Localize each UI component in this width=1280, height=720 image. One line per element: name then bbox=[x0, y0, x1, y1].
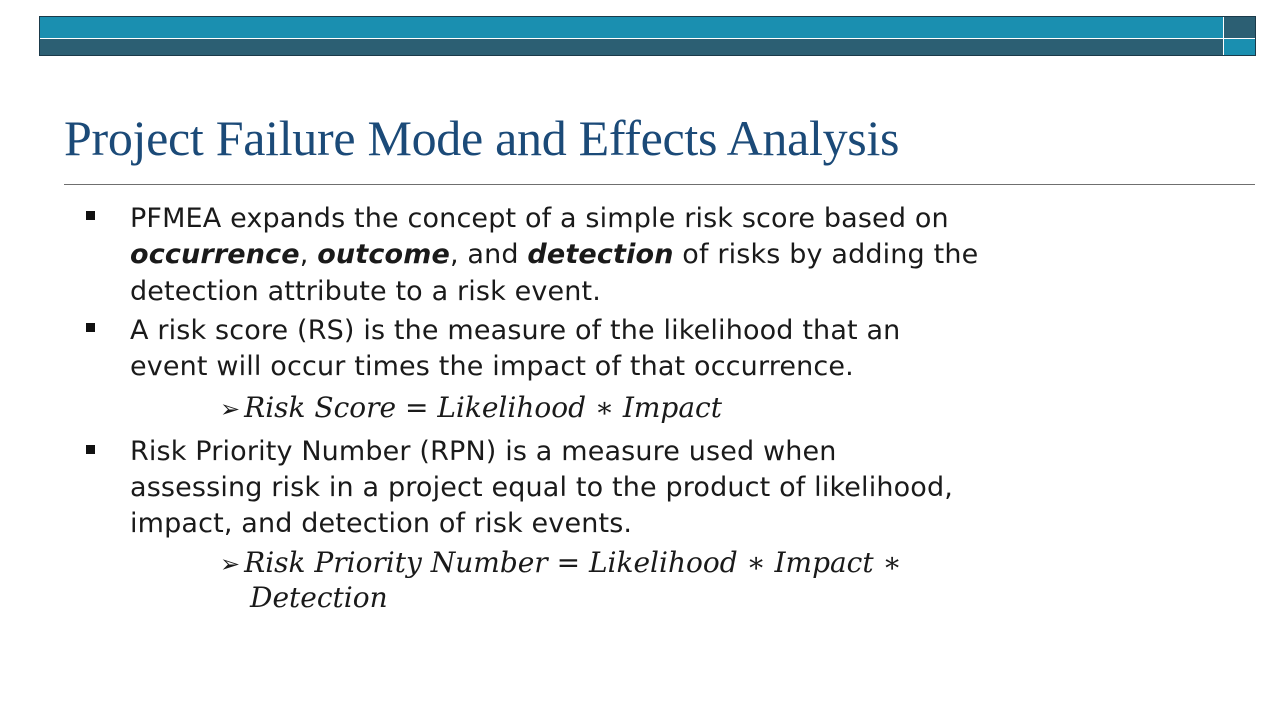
formula-rpn-continuation: Detection bbox=[250, 581, 388, 614]
term-outcome: outcome bbox=[317, 239, 450, 270]
bullet-3-line-3: impact, and detection of risk events. bbox=[130, 508, 633, 539]
formula-text: Risk Score = Likelihood ∗ Impact bbox=[244, 391, 722, 424]
banner-bottom-stripe bbox=[40, 39, 1223, 55]
text-span: , bbox=[299, 239, 318, 270]
banner-vertical-divider bbox=[1223, 17, 1224, 55]
bullet-1-line-1: PFMEA expands the concept of a simple risk score based on bbox=[130, 203, 949, 234]
bullet-1-line-3: detection attribute to a risk event. bbox=[130, 276, 602, 307]
bullet-marker bbox=[86, 445, 95, 454]
bullet-3-line-1: Risk Priority Number (RPN) is a measure used when bbox=[130, 436, 837, 467]
bullet-2-line-1: A risk score (RS) is the measure of the likelihood that an bbox=[130, 315, 901, 346]
formula-text: Risk Priority Number = Likelihood ∗ Impact ∗ bbox=[244, 546, 902, 579]
term-occurrence: occurrence bbox=[130, 239, 300, 270]
banner-corner-square-top bbox=[1224, 17, 1255, 39]
bullet-2-line-2: event will occur times the impact of that occurrence. bbox=[130, 351, 854, 382]
bullet-3-line-2: assessing risk in a project equal to the product of likelihood, bbox=[130, 472, 953, 503]
title-underline bbox=[64, 184, 1255, 185]
bullet-1-line-2 bbox=[130, 236, 978, 273]
arrow-bullet-icon: ➢ bbox=[220, 550, 241, 578]
bullet-marker bbox=[86, 211, 95, 220]
banner-corner-square-bottom bbox=[1224, 39, 1255, 55]
header-banner bbox=[39, 16, 1256, 56]
banner-top-stripe bbox=[40, 17, 1223, 39]
arrow-bullet-icon: ➢ bbox=[220, 395, 241, 423]
bullet-marker bbox=[86, 323, 95, 332]
slide-title: Project Failure Mode and Effects Analysis bbox=[64, 110, 900, 166]
banner-divider bbox=[40, 38, 1255, 39]
text-span: of risks by adding the bbox=[673, 239, 979, 270]
term-detection: detection bbox=[527, 239, 674, 270]
text-span: , and bbox=[449, 239, 528, 270]
formula-rpn bbox=[220, 545, 902, 582]
formula-risk-score bbox=[220, 390, 722, 427]
